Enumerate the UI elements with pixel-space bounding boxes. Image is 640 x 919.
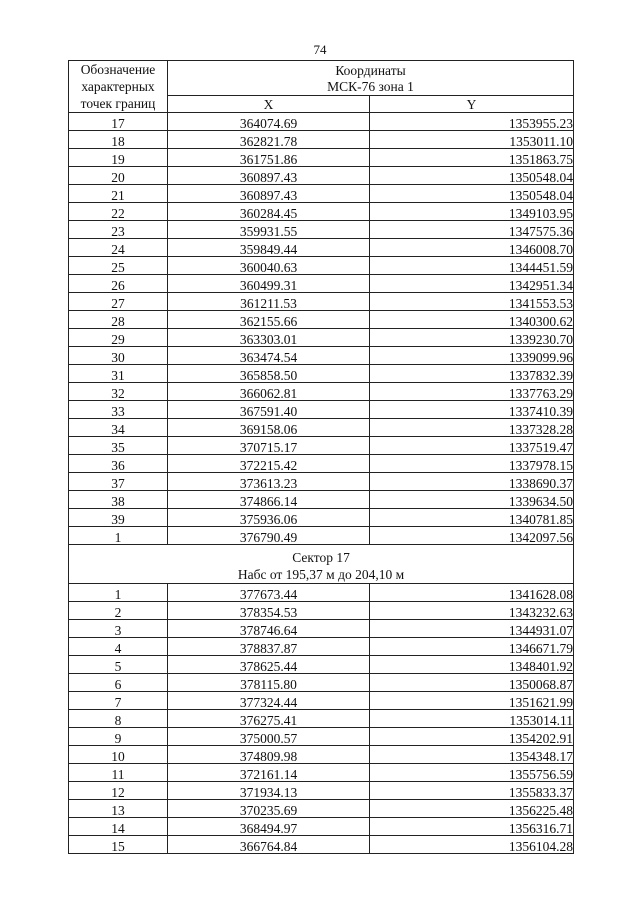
table-row (69, 275, 574, 293)
point-number-cell: 19 (69, 149, 168, 167)
x-coordinate-cell: 377673.44 (168, 584, 370, 602)
table-row (69, 764, 574, 782)
point-number-cell: 25 (69, 257, 168, 275)
y-coordinate-cell: 1350548.04 (370, 167, 574, 185)
x-coordinate-cell: 378115.80 (168, 674, 370, 692)
x-coordinate-cell: 378746.64 (168, 620, 370, 638)
y-coordinate-cell: 1354202.91 (370, 728, 574, 746)
table-row (69, 728, 574, 746)
table-row (69, 818, 574, 836)
y-coordinate-cell: 1355756.59 (370, 764, 574, 782)
x-coordinate-cell: 364074.69 (168, 113, 370, 131)
table-row (69, 239, 574, 257)
y-coordinate-cell: 1353011.10 (370, 131, 574, 149)
y-coordinate-cell: 1337410.39 (370, 401, 574, 419)
table-row (69, 638, 574, 656)
table-row (69, 473, 574, 491)
table-row (69, 710, 574, 728)
table-row (69, 620, 574, 638)
x-coordinate-cell: 360897.43 (168, 185, 370, 203)
table-row (69, 602, 574, 620)
point-number-cell: 37 (69, 473, 168, 491)
point-number-cell: 29 (69, 329, 168, 347)
table-row (69, 203, 574, 221)
point-number-cell: 9 (69, 728, 168, 746)
table-row (69, 347, 574, 365)
point-number-cell: 39 (69, 509, 168, 527)
x-coordinate-cell: 367591.40 (168, 401, 370, 419)
y-coordinate-cell: 1342097.56 (370, 527, 574, 545)
table-row (69, 746, 574, 764)
point-number-cell: 32 (69, 383, 168, 401)
y-coordinate-cell: 1346008.70 (370, 239, 574, 257)
x-coordinate-cell: 360040.63 (168, 257, 370, 275)
table-row (69, 674, 574, 692)
point-label-header (69, 61, 168, 113)
point-number-cell: 1 (69, 584, 168, 602)
y-coordinate-cell: 1343232.63 (370, 602, 574, 620)
x-coordinate-cell: 370235.69 (168, 800, 370, 818)
table-row (69, 311, 574, 329)
point-number-cell: 23 (69, 221, 168, 239)
x-coordinate-cell: 375000.57 (168, 728, 370, 746)
table-row (69, 257, 574, 275)
y-coordinate-cell: 1337978.15 (370, 455, 574, 473)
x-coordinate-cell: 370715.17 (168, 437, 370, 455)
x-coordinate-cell: 376790.49 (168, 527, 370, 545)
table-row (69, 419, 574, 437)
point-label-header-line-1: Обозначение (80, 62, 156, 77)
point-label-header-line-3: точек границ (80, 96, 156, 111)
point-number-cell: 1 (69, 527, 168, 545)
x-coordinate-cell: 360499.31 (168, 275, 370, 293)
point-number-cell: 2 (69, 602, 168, 620)
point-number-cell: 17 (69, 113, 168, 131)
y-coordinate-cell: 1347575.36 (370, 221, 574, 239)
y-coordinate-cell: 1353014.11 (370, 710, 574, 728)
x-coordinate-cell: 361211.53 (168, 293, 370, 311)
table-row (69, 782, 574, 800)
point-number-cell: 12 (69, 782, 168, 800)
x-coordinate-cell: 360897.43 (168, 167, 370, 185)
y-coordinate-cell: 1337763.29 (370, 383, 574, 401)
y-coordinate-cell: 1351863.75 (370, 149, 574, 167)
section-subtitle: Набс от 195,37 м до 204,10 м (237, 567, 405, 582)
y-coordinate-cell: 1356316.71 (370, 818, 574, 836)
y-coordinate-cell: 1339099.96 (370, 347, 574, 365)
point-number-cell: 13 (69, 800, 168, 818)
point-number-cell: 35 (69, 437, 168, 455)
point-number-cell: 14 (69, 818, 168, 836)
y-coordinate-cell: 1337519.47 (370, 437, 574, 455)
y-coordinate-cell: 1342951.34 (370, 275, 574, 293)
table-row (69, 401, 574, 419)
y-coordinate-cell: 1350548.04 (370, 185, 574, 203)
point-number-cell: 30 (69, 347, 168, 365)
table-row (69, 527, 574, 545)
y-coordinate-cell: 1353955.23 (370, 113, 574, 131)
point-number-cell: 18 (69, 131, 168, 149)
x-coordinate-cell: 377324.44 (168, 692, 370, 710)
point-number-cell: 7 (69, 692, 168, 710)
y-coordinate-cell: 1341553.53 (370, 293, 574, 311)
y-coordinate-cell: 1344931.07 (370, 620, 574, 638)
x-coordinate-cell: 374866.14 (168, 491, 370, 509)
point-number-cell: 24 (69, 239, 168, 257)
point-number-cell: 8 (69, 710, 168, 728)
point-number-cell: 26 (69, 275, 168, 293)
point-number-cell: 4 (69, 638, 168, 656)
coordinates-header (168, 61, 574, 96)
point-number-cell: 11 (69, 764, 168, 782)
table-row (69, 800, 574, 818)
x-coordinate-cell: 362155.66 (168, 311, 370, 329)
table-row (69, 437, 574, 455)
table-row (69, 131, 574, 149)
y-coordinate-cell: 1337832.39 (370, 365, 574, 383)
y-coordinate-cell: 1348401.92 (370, 656, 574, 674)
y-coordinate-cell: 1341628.08 (370, 584, 574, 602)
x-coordinate-cell: 365858.50 (168, 365, 370, 383)
x-coordinate-cell: 363474.54 (168, 347, 370, 365)
y-coordinate-cell: 1351621.99 (370, 692, 574, 710)
x-coordinate-cell: 371934.13 (168, 782, 370, 800)
page-number: 74 (313, 42, 327, 57)
x-coordinate-cell: 372215.42 (168, 455, 370, 473)
point-number-cell: 20 (69, 167, 168, 185)
section-title: Сектор 17 (292, 550, 350, 565)
x-coordinate-cell: 378354.53 (168, 602, 370, 620)
y-coordinate-cell: 1350068.87 (370, 674, 574, 692)
y-coordinate-cell: 1346671.79 (370, 638, 574, 656)
table-row (69, 113, 574, 131)
x-coordinate-cell: 361751.86 (168, 149, 370, 167)
y-coordinate-cell: 1344451.59 (370, 257, 574, 275)
point-number-cell: 34 (69, 419, 168, 437)
table-row (69, 455, 574, 473)
point-number-cell: 38 (69, 491, 168, 509)
point-number-cell: 10 (69, 746, 168, 764)
table-row (69, 383, 574, 401)
x-coordinate-cell: 373613.23 (168, 473, 370, 491)
point-number-cell: 3 (69, 620, 168, 638)
table-row (69, 509, 574, 527)
x-coordinate-cell: 375936.06 (168, 509, 370, 527)
y-coordinate-cell: 1355833.37 (370, 782, 574, 800)
y-coordinate-cell: 1339634.50 (370, 491, 574, 509)
y-coordinate-cell: 1339230.70 (370, 329, 574, 347)
y-coordinate-cell: 1356104.28 (370, 836, 574, 854)
x-coordinate-cell: 362821.78 (168, 131, 370, 149)
table-body-before (69, 113, 574, 545)
y-coordinate-cell: 1338690.37 (370, 473, 574, 491)
point-number-cell: 28 (69, 311, 168, 329)
point-number-cell: 22 (69, 203, 168, 221)
x-coordinate-cell: 376275.41 (168, 710, 370, 728)
y-column-header: Y (370, 96, 574, 113)
x-coordinate-cell: 378625.44 (168, 656, 370, 674)
y-coordinate-cell: 1340300.62 (370, 311, 574, 329)
x-coordinate-cell: 378837.87 (168, 638, 370, 656)
point-label-header-line-2: характерных (81, 79, 155, 94)
x-coordinate-cell: 368494.97 (168, 818, 370, 836)
y-coordinate-cell: 1354348.17 (370, 746, 574, 764)
y-coordinate-cell: 1356225.48 (370, 800, 574, 818)
table-row (69, 329, 574, 347)
x-coordinate-cell: 359931.55 (168, 221, 370, 239)
point-number-cell: 31 (69, 365, 168, 383)
coordinates-header-line-1: Координаты (335, 63, 406, 79)
x-coordinate-cell: 359849.44 (168, 239, 370, 257)
table-row (69, 149, 574, 167)
table-row (69, 692, 574, 710)
table-body-after (69, 584, 574, 854)
table-row (69, 185, 574, 203)
table-row (69, 491, 574, 509)
table-row (69, 365, 574, 383)
point-number-cell: 27 (69, 293, 168, 311)
y-coordinate-cell: 1337328.28 (370, 419, 574, 437)
table-row (69, 293, 574, 311)
table-row (69, 584, 574, 602)
y-coordinate-cell: 1340781.85 (370, 509, 574, 527)
x-coordinate-cell: 369158.06 (168, 419, 370, 437)
table-row (69, 836, 574, 854)
point-number-cell: 6 (69, 674, 168, 692)
x-coordinate-cell: 372161.14 (168, 764, 370, 782)
x-coordinate-cell: 363303.01 (168, 329, 370, 347)
x-column-header: X (168, 96, 370, 113)
point-number-cell: 5 (69, 656, 168, 674)
table-row (69, 656, 574, 674)
point-number-cell: 36 (69, 455, 168, 473)
table-row (69, 167, 574, 185)
y-coordinate-cell: 1349103.95 (370, 203, 574, 221)
x-coordinate-cell: 366764.84 (168, 836, 370, 854)
coordinates-header-line-2: МСК-76 зона 1 (327, 79, 414, 95)
point-number-cell: 15 (69, 836, 168, 854)
point-number-cell: 21 (69, 185, 168, 203)
point-number-cell: 33 (69, 401, 168, 419)
section-header (69, 545, 574, 584)
x-coordinate-cell: 366062.81 (168, 383, 370, 401)
x-coordinate-cell: 360284.45 (168, 203, 370, 221)
table-row (69, 221, 574, 239)
coordinates-table (68, 60, 574, 854)
x-coordinate-cell: 374809.98 (168, 746, 370, 764)
